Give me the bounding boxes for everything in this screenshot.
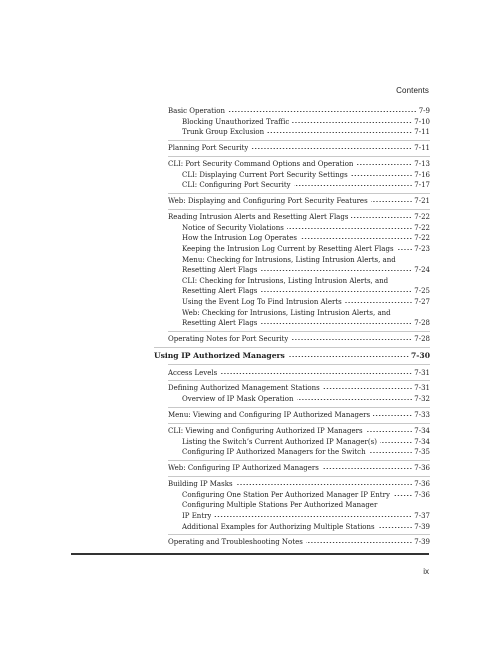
- toc-entry-page: 7-11: [414, 144, 430, 153]
- dot-leader: [345, 302, 413, 303]
- section-divider: [154, 347, 430, 348]
- toc-entry[interactable]: [154, 522, 430, 533]
- dot-leader: [373, 415, 412, 416]
- dot-leader: [220, 373, 412, 374]
- toc-entry[interactable]: [154, 117, 430, 128]
- section-divider: [168, 534, 430, 535]
- toc-entry-page: 7-36: [414, 464, 430, 473]
- toc-entry-label-line: CLI: Checking for Intrusions, Listing Intrusion Alerts, and: [182, 276, 389, 285]
- dot-leader: [260, 291, 412, 292]
- section-divider: [168, 423, 430, 424]
- toc-entry-label: Additional Examples for Authorizing Multiple Stations: [182, 522, 375, 531]
- section-divider: [168, 209, 430, 210]
- toc-entry-label: Building IP Masks: [168, 480, 233, 489]
- dot-leader: [287, 228, 412, 229]
- toc-entry-label: Menu: Viewing and Configuring IP Authorized Managers: [168, 411, 371, 420]
- dot-leader: [251, 148, 412, 149]
- dot-leader: [291, 339, 412, 340]
- toc-entry[interactable]: [154, 180, 430, 191]
- toc-entry[interactable]: [154, 511, 430, 522]
- section-divider: [168, 364, 430, 365]
- toc-entry-label: Keeping the Intrusion Log Current by Resetting Alert Flags: [182, 245, 394, 254]
- section-divider: [168, 331, 430, 332]
- section-divider: [168, 140, 430, 141]
- toc-entry[interactable]: [154, 394, 430, 405]
- toc-entry-page: 7-36: [414, 480, 430, 489]
- toc-entry-page: 7-24: [414, 266, 430, 275]
- toc-entry-page: 7-33: [414, 411, 430, 420]
- dot-leader: [378, 527, 413, 528]
- toc-entry-label: Listing the Switch’s Current Authorized IP Manager(s): [182, 437, 377, 446]
- toc-entry-page: 7-22: [414, 234, 430, 243]
- toc-entry-label: Web: Configuring IP Authorized Managers: [168, 464, 319, 473]
- toc-entry-label: CLI: Viewing and Configuring Authorized IP Managers: [168, 427, 363, 435]
- toc-entry-label: Planning Port Security: [168, 144, 249, 153]
- toc-entry[interactable]: [154, 244, 430, 255]
- toc-entry-page: 7-11: [414, 128, 430, 137]
- toc-entry-label: Overview of IP Mask Operation: [182, 395, 294, 404]
- toc-entry-page: 7-36: [414, 490, 430, 499]
- toc-entry-page: 7-39: [414, 522, 430, 531]
- toc-entry-page: 7-39: [414, 538, 430, 547]
- toc-entry-page: 7-28: [414, 319, 430, 328]
- toc-entry-page: 7-31: [414, 384, 430, 393]
- dot-leader: [351, 175, 413, 176]
- toc-entry-page: 7-17: [414, 181, 430, 190]
- toc-entry-page: 7-16: [414, 170, 430, 179]
- toc-entry-page: 7-13: [414, 160, 430, 169]
- section-divider: [168, 156, 430, 157]
- toc-entry[interactable]: [154, 212, 430, 223]
- toc-entry-label: Configuring One Station Per Authorized Manager IP Entry: [182, 490, 390, 499]
- toc-entry[interactable]: [154, 426, 430, 437]
- section-divider: [168, 407, 430, 408]
- toc-entry[interactable]: [154, 106, 430, 117]
- toc-entry-page: 7-30: [410, 351, 430, 361]
- toc-entry[interactable]: [154, 334, 430, 345]
- dot-leader: [297, 399, 413, 400]
- toc-entry-label-line: Configuring Multiple Stations Per Authorized Manager: [182, 501, 378, 510]
- toc-entry-label: Reading Intrusion Alerts and Resetting Alert Flags: [168, 213, 349, 222]
- toc-entry[interactable]: [154, 127, 430, 138]
- dot-leader: [292, 122, 412, 123]
- toc-entry-page: 7-27: [414, 298, 430, 306]
- toc-entry[interactable]: [154, 297, 430, 308]
- toc-entry[interactable]: [154, 410, 430, 421]
- toc-entry[interactable]: [154, 437, 430, 448]
- dot-leader: [294, 185, 413, 186]
- dot-leader: [366, 431, 413, 432]
- toc-entry-label: Blocking Unauthorized Traffic: [182, 117, 290, 126]
- toc-entry-label: Using IP Authorized Managers: [154, 351, 285, 361]
- dot-leader: [356, 164, 412, 165]
- toc-entry[interactable]: [154, 537, 430, 548]
- toc-entry[interactable]: [154, 223, 430, 234]
- toc-entry-page: 7-22: [414, 223, 430, 232]
- dot-leader: [306, 542, 412, 543]
- section-divider: [168, 476, 430, 477]
- toc-entry-label: Operating and Troubleshooting Notes: [168, 538, 303, 547]
- toc-entry[interactable]: [154, 265, 430, 276]
- toc-entry-page: 7-21: [414, 197, 430, 206]
- dot-leader: [369, 452, 413, 453]
- toc-entry-page: 7-32: [414, 395, 430, 404]
- toc-entry[interactable]: [154, 143, 430, 154]
- dot-leader: [393, 495, 412, 496]
- toc-entry-page: 7-22: [414, 213, 430, 222]
- page-number: ix: [423, 567, 429, 576]
- toc-entry-label: Notice of Security Violations: [182, 223, 284, 232]
- dot-leader: [288, 356, 409, 357]
- toc-entry-page: 7-23: [414, 245, 430, 254]
- toc-entry-label: Defining Authorized Management Stations: [168, 384, 320, 393]
- toc-entry-label: CLI: Displaying Current Port Security Settings: [182, 170, 348, 179]
- dot-leader: [322, 468, 412, 469]
- toc-entry[interactable]: [154, 159, 430, 170]
- toc-entry-label: Basic Operation: [168, 107, 225, 115]
- toc-entry-label: Resetting Alert Flags: [182, 287, 258, 296]
- dot-leader: [323, 388, 413, 389]
- section-divider: [168, 460, 430, 461]
- toc-entry[interactable]: [154, 490, 430, 501]
- toc-entry-label: Configuring IP Authorized Managers for the Switch: [182, 448, 366, 457]
- toc-entry-label: Resetting Alert Flags: [182, 319, 258, 328]
- dot-leader: [397, 249, 413, 250]
- dot-leader: [260, 270, 412, 271]
- dot-leader: [380, 442, 412, 443]
- toc-section-heading[interactable]: [154, 350, 430, 362]
- toc-entry[interactable]: [154, 383, 430, 394]
- dot-leader: [228, 111, 417, 112]
- toc-entry-page: 7-31: [414, 368, 430, 377]
- toc-entry-page: 7-35: [414, 448, 430, 457]
- toc-entry-page: 7-28: [414, 335, 430, 344]
- dot-leader: [300, 238, 412, 239]
- dot-leader: [236, 484, 413, 485]
- toc-entry-label: Resetting Alert Flags: [182, 266, 258, 275]
- toc-entry[interactable]: [154, 286, 430, 297]
- dot-leader: [260, 323, 412, 324]
- toc-entry-page: 7-34: [414, 427, 430, 435]
- toc-entry[interactable]: [154, 463, 430, 474]
- toc-entry-label-line: Menu: Checking for Intrusions, Listing Intrusion Alerts, and: [182, 255, 396, 264]
- toc-entry[interactable]: [154, 233, 430, 244]
- table-of-contents: [154, 106, 430, 548]
- toc-entry-label: Web: Displaying and Configuring Port Security Features: [168, 197, 368, 206]
- toc-entry-page: 7-34: [414, 437, 430, 446]
- toc-entry[interactable]: [154, 318, 430, 329]
- toc-entry-label: How the Intrusion Log Operates: [182, 234, 297, 243]
- section-divider: [168, 193, 430, 194]
- footer-rule: [71, 553, 429, 555]
- toc-entry[interactable]: [154, 479, 430, 490]
- toc-entry-label: Operating Notes for Port Security: [168, 335, 289, 344]
- toc-entry[interactable]: [154, 196, 430, 207]
- toc-entry[interactable]: [154, 170, 430, 181]
- running-header: Contents: [396, 86, 429, 95]
- toc-entry-label: Access Levels: [168, 368, 218, 377]
- toc-entry-page: 7-9: [418, 107, 430, 115]
- dot-leader: [371, 201, 413, 202]
- toc-entry[interactable]: [154, 368, 430, 379]
- dot-leader: [267, 132, 412, 133]
- toc-entry-page: 7-25: [414, 287, 430, 296]
- toc-entry[interactable]: [154, 447, 430, 458]
- toc-entry-label: CLI: Port Security Command Options and Operation: [168, 160, 354, 169]
- toc-entry-page: 7-37: [414, 511, 430, 520]
- toc-entry-label: CLI: Configuring Port Security: [182, 181, 291, 190]
- dot-leader: [214, 516, 412, 517]
- toc-entry-page: 7-10: [414, 117, 430, 126]
- section-divider: [168, 380, 430, 381]
- dot-leader: [351, 217, 412, 218]
- toc-entry-label: Using the Event Log To Find Intrusion Alerts: [182, 298, 342, 306]
- toc-entry-label: IP Entry: [182, 511, 212, 520]
- toc-entry-label-line: Web: Checking for Intrusions, Listing Intrusion Alerts, and: [182, 308, 391, 317]
- toc-entry-label: Trunk Group Exclusion: [182, 128, 265, 137]
